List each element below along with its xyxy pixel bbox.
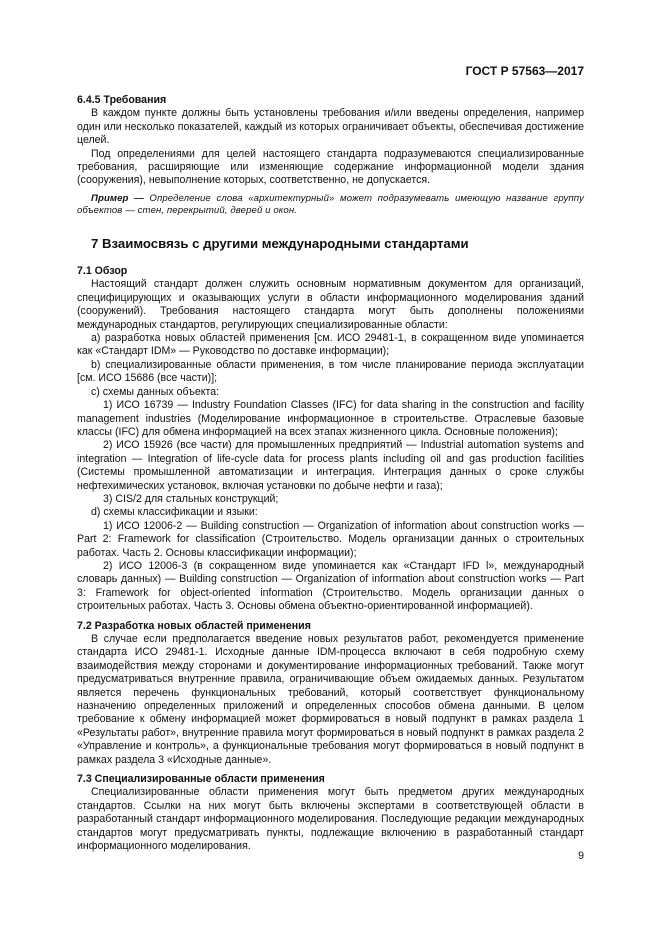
document-body [77,94,584,854]
section-6-4-5-paragraph-2: Под определениями для целей настоящего стандарта подразумеваются специализированные требования, расширяющие или изменяющие содержание информационной модели здания (сооружения), невыполнение которых, соответственно, не допускается. [77,147,584,187]
list-item-c-3: 3) CIS/2 для стальных конструкций; [103,492,279,505]
section-7-1-paragraph-1: Настоящий стандарт должен служить основным нормативным документом для организаций, специфицирующих и оказывающих услуги в области информационного моделирования зданий (сооружений). Требования настоящего стандарта могут быть дополнены положениями международных стандартов, регулирующих специализированные области: [77,278,584,331]
section-7-3-heading: 7.3 Специализированные области применения [77,773,325,786]
page-number: 9 [578,850,584,862]
section-6-4-5-heading: 6.4.5 Требования [77,94,167,106]
list-item-c-2: 2) ИСО 15926 (все части) для промышленных предприятий — Industrial automation systems and integration — Integration of life-cycle data for process plants including oil and gas production facilities (Системы промышленной автоматизации и интеграция. Интеграция данных о сроке службы нефтехимических установок, включая установки по добыче нефти и газа); [77,439,584,492]
section-7-3-paragraph-1: Специализированные области применения могут быть предметом других международных стандартов. Ссылки на них могут быть включены экспертами в соответствующей области в разработанный стандарт информационного моделирования. Последующие редакции международных стандартов могут предусматривать пункты, подлежащие включению в разработанный стандарт информационного моделирования. [77,786,584,853]
section-6-4-5-paragraph-1: В каждом пункте должны быть установлены требования и/или введены определения, например один или несколько показателей, каждый из которых ограничивает объекты, обеспечивая достижение целей. [77,107,584,147]
example-note [77,193,584,218]
section-7-2-heading: 7.2 Разработка новых областей применения [77,619,311,632]
section-7-1-heading: 7.1 Обзор [77,265,128,278]
example-note-text: Определение слова «архитектурный» может подразумевать имеющую название группу объектов — стен, перекрытий, дверей и окон. [77,192,584,217]
section-7-2-paragraph-1: В случае если предполагается введение новых результатов работ, рекомендуется применение стандарта ИСО 29481-1. Исходные данные IDM-процесса включают в себя подробную схему взаимодействия между сторонами и документирование информационных требований. Также могут предусматриваться внутренние правила, ограничивающие объем ожидаемых данных. Результатом является перечень функциональных требований, который соответствует функциональному назначению определенных приложений и определенных способов обмена данными. В целом требование к обмену информацией может формироваться в новый подпункт в рамках раздела 1 «Результаты работ», внутренние правила могут формироваться в новый подпункт в рамках раздела 2 «Управление и контроль», а функциональные требования могут формироваться в новый подпункт в рамках раздела 3 «Исходные данные». [77,633,584,766]
example-note-label: Пример — [91,192,144,204]
list-item-a: a) разработка новых областей применения [см. ИСО 29481-1, в сокращенном виде упоминается как «Стандарт IDM» — Руководство по доставке информации); [77,332,584,358]
list-item-b: b) специализированные области применения, в том числе планирование периода эксплуатации [см. ИСО 15686 (все части)]; [77,358,584,385]
list-item-c: c) схемы данных объекта: [91,385,220,398]
list-item-d-1: 1) ИСО 12006-2 — Building construction — Organization of information about construction works — Part 2: Framework for classification (Строительство. Модель организации данных о строительных работах. Часть 2. Основы классификации информации); [77,519,584,559]
list-item-d-2: 2) ИСО 12006-3 (в сокращенном виде упоминается как «Стандарт IFD l», международный словарь данных) — Building construction — Organization of information about construction works — Part 3: Framework for object-oriented information (Строительство. Модель организации данных о строительных работах. Часть 3. Основы обмена объектно-ориентированной информацией). [77,559,584,613]
section-7-heading: 7 Взаимосвязь с другими международными стандартами [91,236,469,252]
document-id-header: ГОСТ Р 57563—2017 [465,64,584,78]
list-item-c-1: 1) ИСО 16739 — Industry Foundation Classes (IFC) for data sharing in the construction and facility management industries (Моделирование информационное в строительстве. Отраслевые базовые классы (IFC) для обмена информацией на всех этапах жизненного цикла. Основные положения); [77,399,584,438]
list-item-d: d) схемы классификации и языки: [91,506,258,519]
